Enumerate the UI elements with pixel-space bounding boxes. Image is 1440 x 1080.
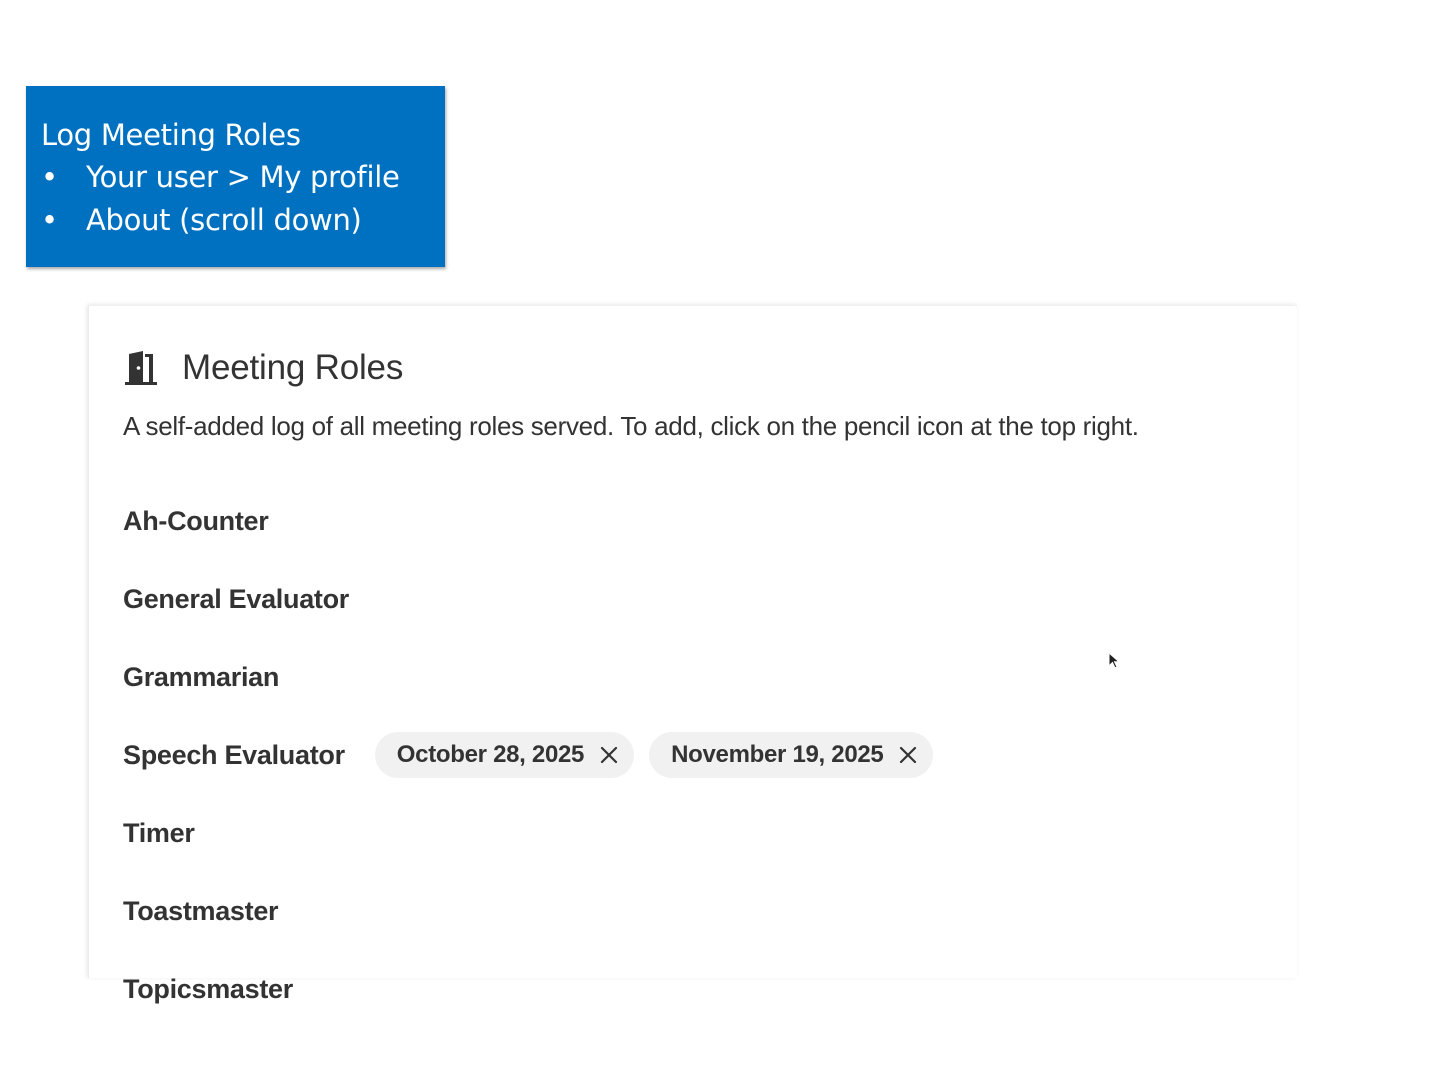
- roles-list: [123, 482, 948, 1028]
- callout-title: Log Meeting Roles: [41, 118, 301, 152]
- role-label: Topicsmaster: [123, 973, 293, 1004]
- role-row: [123, 482, 948, 560]
- card-header: [123, 348, 403, 388]
- date-chips: [375, 732, 949, 778]
- close-icon[interactable]: [897, 744, 919, 766]
- callout-item: [41, 156, 445, 199]
- role-label: Toastmaster: [123, 895, 279, 926]
- date-chip[interactable]: [375, 732, 634, 778]
- date-chip[interactable]: [649, 732, 933, 778]
- meeting-roles-card: [88, 305, 1297, 1004]
- role-row: [123, 560, 948, 638]
- card-description: A self-added log of all meeting roles served. To add, click on the pencil icon at the top right.: [123, 411, 1139, 441]
- close-icon[interactable]: [598, 744, 620, 766]
- role-row: [123, 872, 948, 950]
- role-row: [123, 950, 948, 1028]
- callout-item-text: About (scroll down): [86, 203, 362, 237]
- date-chip-label: October 28, 2025: [396, 741, 585, 768]
- role-label: Timer: [123, 817, 195, 848]
- role-row: [123, 794, 948, 872]
- role-label: Grammarian: [123, 661, 280, 692]
- role-row: [123, 638, 948, 716]
- instruction-callout: [26, 86, 445, 267]
- role-label: General Evaluator: [123, 583, 349, 614]
- bullet-icon: •: [41, 203, 58, 237]
- role-row: [123, 716, 948, 794]
- callout-list: [41, 156, 445, 242]
- callout-item-text: Your user > My profile: [86, 160, 400, 194]
- bullet-icon: •: [41, 160, 58, 194]
- callout-item: [41, 199, 445, 242]
- date-chip-label: November 19, 2025: [671, 741, 884, 768]
- mouse-cursor-icon: [1108, 652, 1122, 670]
- card-title: Meeting Roles: [182, 348, 404, 387]
- role-label: Speech Evaluator: [123, 739, 345, 770]
- role-label: Ah-Counter: [123, 505, 269, 536]
- door-open-icon: [123, 350, 159, 386]
